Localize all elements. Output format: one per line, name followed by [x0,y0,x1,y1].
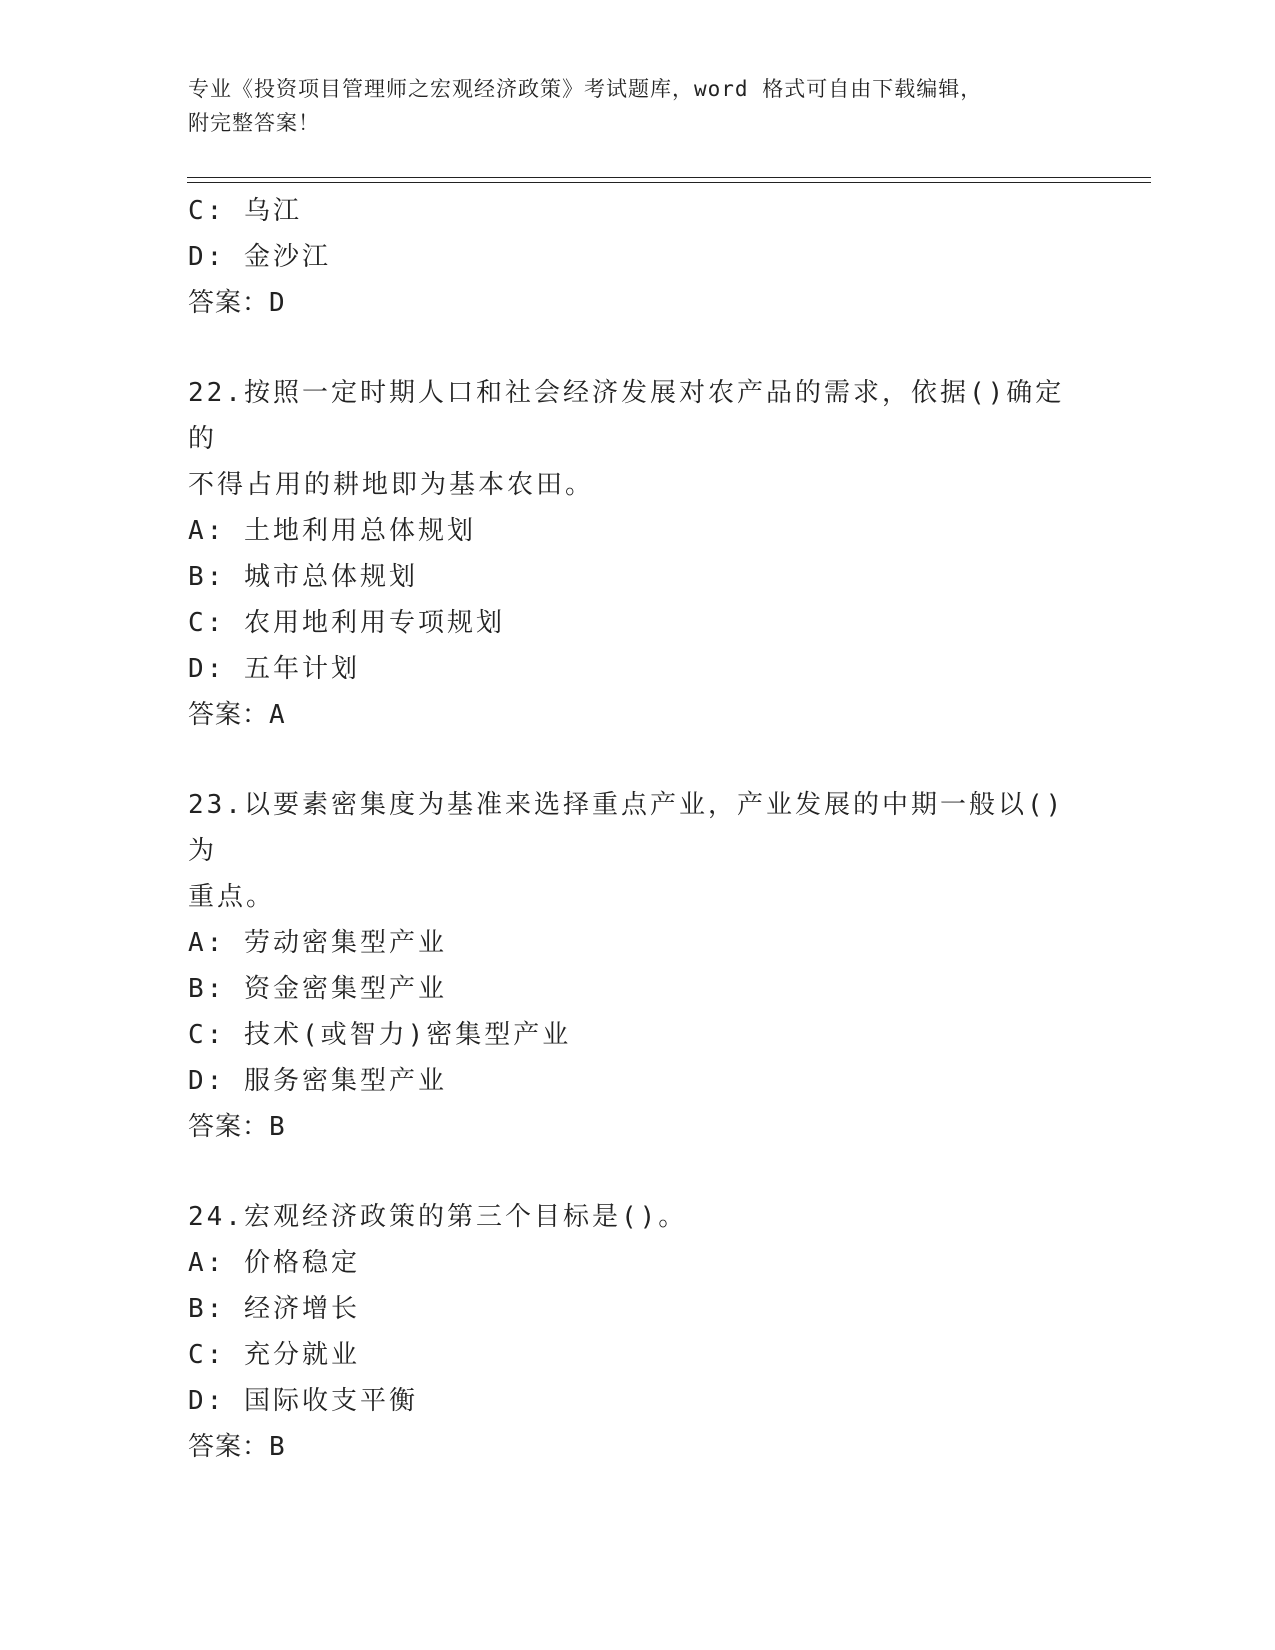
question-22 [188,370,1088,738]
answer-line: 答案：D [188,288,286,318]
option-d: D: 金沙江 [188,242,331,272]
option-c: C: 技术(或智力)密集型产业 [188,1020,572,1050]
document-header [188,72,1088,140]
option-c: C: 充分就业 [188,1340,360,1370]
previous-question-tail [188,188,1088,326]
question-stem-line-1: 22.按照一定时期人口和社会经济发展对农产品的需求，依据()确定的 [188,378,1065,454]
question-stem-line-2: 重点。 [188,882,276,912]
option-a: A: 土地利用总体规划 [188,516,476,546]
header-line-2: 附完整答案！ [188,111,320,135]
option-a: A: 劳动密集型产业 [188,928,447,958]
question-stem [188,782,1088,920]
option-d: D: 五年计划 [188,654,360,684]
answer-line: 答案：B [188,1112,286,1142]
header-line-1: 专业《投资项目管理师之宏观经济政策》考试题库，word 格式可自由下载编辑， [188,77,983,101]
header-divider-bottom [187,182,1151,183]
header-divider-top [187,177,1151,178]
question-stem-line-1: 23.以要素密集度为基准来选择重点产业，产业发展的中期一般以()为 [188,790,1065,866]
question-24 [188,1194,1088,1470]
answer-line: 答案：B [188,1432,286,1462]
answer-line: 答案：A [188,700,286,730]
option-a: A: 价格稳定 [188,1248,360,1278]
option-c: C: 乌江 [188,196,302,226]
question-stem-line-2: 不得占用的耕地即为基本农田。 [188,470,595,500]
question-stem-line-1: 24.宏观经济政策的第三个目标是()。 [188,1202,688,1232]
option-b: B: 城市总体规划 [188,562,418,592]
option-b: B: 资金密集型产业 [188,974,447,1004]
question-list [188,188,1088,1470]
question-stem [188,370,1088,508]
option-d: D: 国际收支平衡 [188,1386,418,1416]
option-b: B: 经济增长 [188,1294,360,1324]
question-stem [188,1194,1088,1240]
option-d: D: 服务密集型产业 [188,1066,447,1096]
question-23 [188,782,1088,1150]
option-c: C: 农用地利用专项规划 [188,608,505,638]
